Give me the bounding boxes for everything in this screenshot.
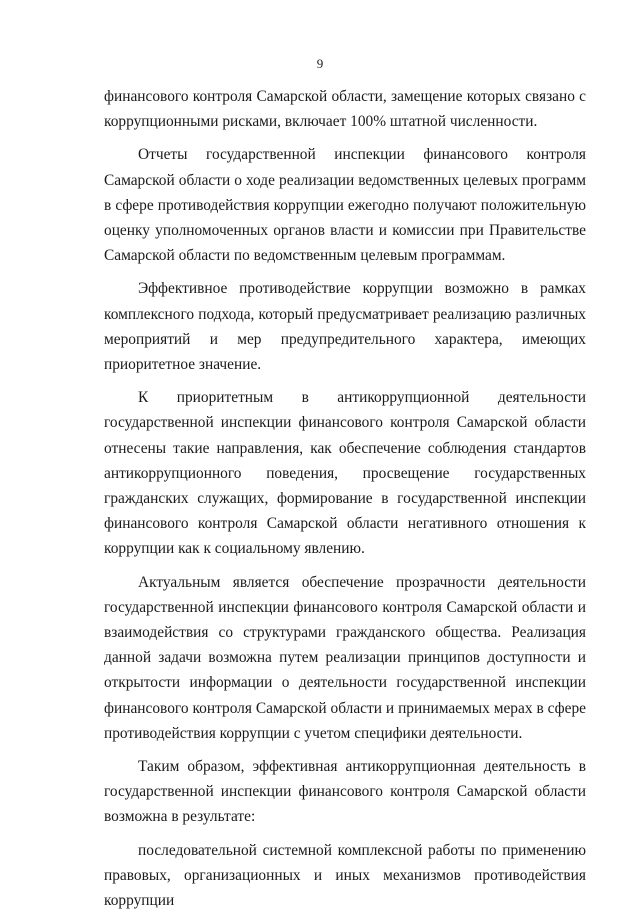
document-body xyxy=(104,84,586,913)
paragraph-systematic-work: последовательной системной комплексной работы по применению правовых, организационных и иных механизмов противодействия коррупции xyxy=(104,841,586,910)
paragraph-transparency: Актуальным является обеспечение прозрачности деятельности государственной инспекции финансового контроля Самарской области и взаимодействия со структурами гражданского общества. Реализация данной задачи возможна путем реализации принципов доступности и открытости информации о деятельности государственной инспекции финансового контроля Самарской области и принимаемых мерах в сфере противодействия коррупции с учетом специфики деятельности. xyxy=(104,573,586,742)
paragraph-reports: Отчеты государственной инспекции финансового контроля Самарской области о ходе реализации ведомственных целевых программ в сфере противодействия коррупции ежегодно получают положительную оценку уполномоченных органов власти и комиссии при Правительстве Самарской области по ведомственным целевым программам. xyxy=(104,146,586,265)
paragraph-conclusion: Таким образом, эффективная антикоррупционная деятельность в государственной инспекции финансового контроля Самарской области возможна в результате: xyxy=(104,758,586,826)
paragraph-priorities: К приоритетным в антикоррупционной деятельности государственной инспекции финансового контроля Самарской области отнесены такие направления, как обеспечение соблюдения стандартов антикоррупционного поведения, просвещение государственных гражданских служащих, формирование в государственной инспекции финансового контроля Самарской области негативного отношения к коррупции как к социальному явлению. xyxy=(104,389,586,558)
paragraph-effective-counteraction: Эффективное противодействие коррупции возможно в рамках комплексного подхода, который предусматривает реализацию различных мероприятий и мер предупредительного характера, имеющих приоритетное значение. xyxy=(104,280,586,374)
page-number: 9 xyxy=(316,56,324,71)
paragraph-continuation: финансового контроля Самарской области, замещение которых связано с коррупционными рисками, включает 100% штатной численности. xyxy=(104,88,586,131)
